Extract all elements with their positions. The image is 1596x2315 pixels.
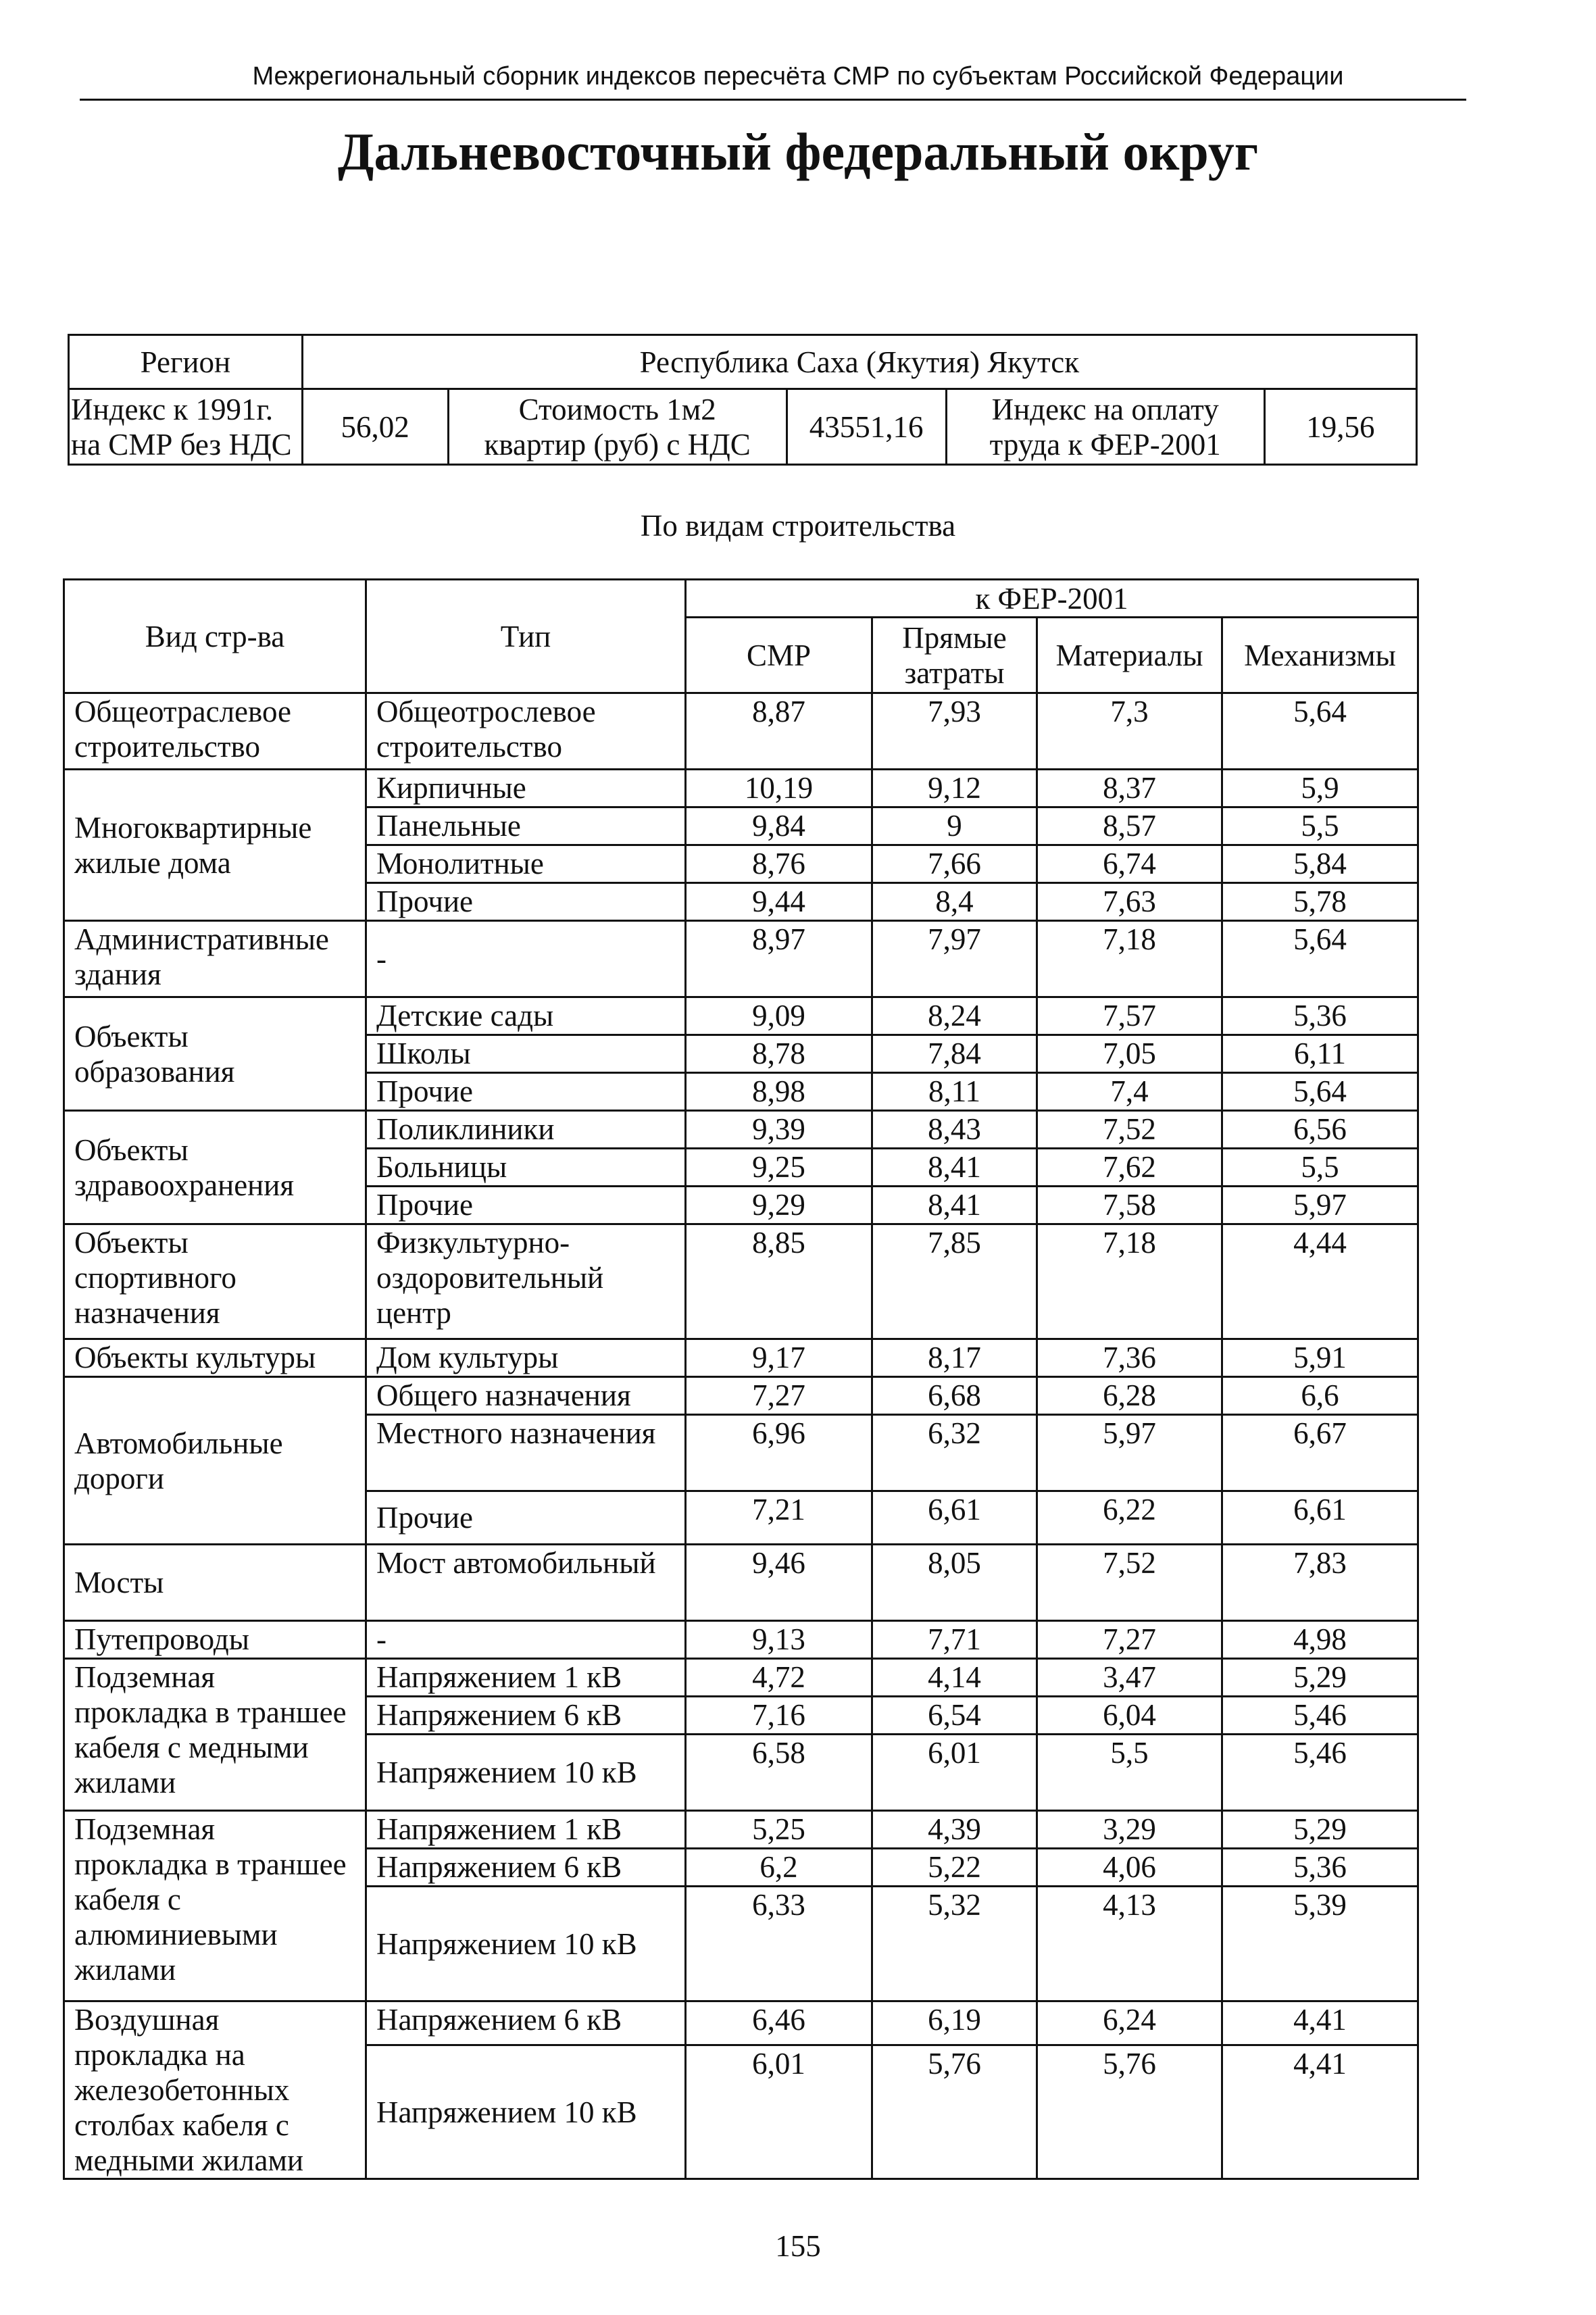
construction-index-table	[63, 578, 1419, 2180]
table-row	[64, 2001, 1418, 2045]
cell-materials: 7,18	[1037, 1224, 1222, 1339]
cell-direct: 6,01	[872, 1735, 1037, 1811]
cell-type: Напряжением 10 кВ	[366, 2045, 686, 2179]
cell-materials: 3,29	[1037, 1811, 1222, 1849]
cell-type: Напряжением 10 кВ	[366, 1735, 686, 1811]
cell-materials: 6,24	[1037, 2001, 1222, 2045]
page-title: Дальневосточный федеральный округ	[337, 122, 1259, 181]
cell-smr: 7,21	[686, 1491, 872, 1545]
cell-materials: 7,57	[1037, 997, 1222, 1035]
cell-machines: 4,98	[1222, 1621, 1418, 1659]
cell-machines: 5,64	[1222, 921, 1418, 997]
cell-direct: 8,4	[872, 883, 1037, 921]
cell-direct: 8,05	[872, 1545, 1037, 1621]
cell-kind: Объекты образования	[64, 997, 366, 1111]
cell-smr: 8,97	[686, 921, 872, 997]
cell-materials: 7,05	[1037, 1035, 1222, 1073]
cell-materials: 5,76	[1037, 2045, 1222, 2179]
wage-index-label-line1: Индекс на оплату	[991, 392, 1219, 426]
cell-materials: 4,06	[1037, 1849, 1222, 1887]
cell-smr: 9,84	[686, 807, 872, 845]
cell-materials: 5,5	[1037, 1735, 1222, 1811]
cell-type: Напряжением 6 кВ	[366, 1849, 686, 1887]
cell-materials: 4,13	[1037, 1887, 1222, 2001]
cell-materials: 6,74	[1037, 845, 1222, 883]
region-table	[68, 334, 1418, 466]
cell-machines: 7,83	[1222, 1545, 1418, 1621]
table-row	[64, 921, 1418, 997]
cell-smr: 6,33	[686, 1887, 872, 2001]
cell-direct: 9	[872, 807, 1037, 845]
cell-direct: 6,54	[872, 1697, 1037, 1735]
cell-direct: 7,66	[872, 845, 1037, 883]
cell-machines: 5,91	[1222, 1339, 1418, 1377]
cell-machines: 5,64	[1222, 1073, 1418, 1111]
cell-machines: 5,5	[1222, 807, 1418, 845]
cell-smr: 6,96	[686, 1415, 872, 1491]
cell-type: Прочие	[366, 1187, 686, 1224]
cost-label	[448, 389, 787, 465]
cell-materials: 3,47	[1037, 1659, 1222, 1697]
cell-type: Напряжением 10 кВ	[366, 1887, 686, 2001]
cell-materials: 6,28	[1037, 1377, 1222, 1415]
table-row	[64, 1659, 1418, 1697]
cost-value: 43551,16	[787, 389, 946, 465]
header-type: Тип	[366, 580, 686, 693]
cell-type: Напряжением 1 кВ	[366, 1811, 686, 1849]
cell-kind: Объекты здравоохранения	[64, 1111, 366, 1224]
cell-type: -	[366, 921, 686, 997]
cell-machines: 6,56	[1222, 1111, 1418, 1149]
cell-materials: 7,4	[1037, 1073, 1222, 1111]
cell-type: Детские сады	[366, 997, 686, 1035]
header-machines: Механизмы	[1222, 618, 1418, 693]
cell-smr: 4,72	[686, 1659, 872, 1697]
cell-direct: 8,11	[872, 1073, 1037, 1111]
cell-machines: 5,29	[1222, 1811, 1418, 1849]
region-label: Регион	[69, 335, 303, 389]
cell-smr: 9,46	[686, 1545, 872, 1621]
cell-direct: 6,19	[872, 2001, 1037, 2045]
cell-direct: 4,39	[872, 1811, 1037, 1849]
cell-smr: 9,13	[686, 1621, 872, 1659]
table-row	[64, 1224, 1418, 1339]
cell-direct: 7,85	[872, 1224, 1037, 1339]
cell-machines: 4,44	[1222, 1224, 1418, 1339]
cell-machines: 5,46	[1222, 1697, 1418, 1735]
cell-materials: 7,18	[1037, 921, 1222, 997]
cell-type: Напряжением 6 кВ	[366, 1697, 686, 1735]
table-row	[64, 1377, 1418, 1415]
cell-smr: 8,85	[686, 1224, 872, 1339]
cell-direct: 6,32	[872, 1415, 1037, 1491]
cell-machines: 5,78	[1222, 883, 1418, 921]
cell-type: Мост автомобильный	[366, 1545, 686, 1621]
cell-materials: 7,58	[1037, 1187, 1222, 1224]
cell-type: Прочие	[366, 1491, 686, 1545]
cell-materials: 7,27	[1037, 1621, 1222, 1659]
cell-type: Прочие	[366, 883, 686, 921]
index-1991-label-line1: Индекс к 1991г.	[71, 392, 274, 426]
cell-type: Напряжением 1 кВ	[366, 1659, 686, 1697]
wage-index-value: 19,56	[1264, 389, 1416, 465]
cell-kind: Подземная прокладка в траншее кабеля с медными жилами	[64, 1659, 366, 1811]
cell-machines: 6,67	[1222, 1415, 1418, 1491]
cell-kind: Автомобильные дороги	[64, 1377, 366, 1545]
cell-kind: Мосты	[64, 1545, 366, 1621]
cell-direct: 7,84	[872, 1035, 1037, 1073]
table-row	[64, 1811, 1418, 1849]
cell-kind: Подземная прокладка в траншее кабеля с алюминиевыми жилами	[64, 1811, 366, 2001]
cell-direct: 6,68	[872, 1377, 1037, 1415]
cell-direct: 8,43	[872, 1111, 1037, 1149]
cell-machines: 4,41	[1222, 2001, 1418, 2045]
cell-materials: 7,36	[1037, 1339, 1222, 1377]
cell-direct: 9,12	[872, 770, 1037, 807]
cell-direct: 7,71	[872, 1621, 1037, 1659]
cell-materials: 7,3	[1037, 693, 1222, 770]
cell-materials: 8,37	[1037, 770, 1222, 807]
section-subtitle: По видам строительства	[640, 509, 956, 543]
cell-smr: 9,17	[686, 1339, 872, 1377]
cell-smr: 6,2	[686, 1849, 872, 1887]
cell-kind: Объекты спортивного назначения	[64, 1224, 366, 1339]
cell-smr: 6,46	[686, 2001, 872, 2045]
cell-direct: 7,97	[872, 921, 1037, 997]
table-row	[64, 1621, 1418, 1659]
cell-smr: 9,09	[686, 997, 872, 1035]
cell-kind: Путепроводы	[64, 1621, 366, 1659]
cell-smr: 8,98	[686, 1073, 872, 1111]
cell-kind: Многоквартирные жилые дома	[64, 770, 366, 921]
index-1991-label-line2: на СМР без НДС	[71, 427, 292, 462]
header-materials: Материалы	[1037, 618, 1222, 693]
cell-materials: 6,22	[1037, 1491, 1222, 1545]
cell-type: Монолитные	[366, 845, 686, 883]
cell-smr: 8,87	[686, 693, 872, 770]
cell-type: Местного назначения	[366, 1415, 686, 1491]
page-number: 155	[775, 2229, 821, 2263]
region-value: Республика Саха (Якутия) Якутск	[302, 335, 1416, 389]
cell-machines: 5,36	[1222, 1849, 1418, 1887]
table-row	[64, 1111, 1418, 1149]
cell-kind: Общеотраслевое строительство	[64, 693, 366, 770]
table-row	[64, 997, 1418, 1035]
cell-materials: 8,57	[1037, 807, 1222, 845]
cell-smr: 7,16	[686, 1697, 872, 1735]
cell-smr: 10,19	[686, 770, 872, 807]
cell-direct: 5,32	[872, 1887, 1037, 2001]
cell-machines: 5,46	[1222, 1735, 1418, 1811]
cell-materials: 6,04	[1037, 1697, 1222, 1735]
header-direct-costs: Прямые затраты	[872, 618, 1037, 693]
cell-smr: 9,44	[686, 883, 872, 921]
cell-materials: 7,52	[1037, 1545, 1222, 1621]
cell-machines: 5,29	[1222, 1659, 1418, 1697]
cell-type: Кирпичные	[366, 770, 686, 807]
header-kind: Вид стр-ва	[64, 580, 366, 693]
cell-type: -	[366, 1621, 686, 1659]
cell-smr: 9,25	[686, 1149, 872, 1187]
cell-smr: 6,01	[686, 2045, 872, 2179]
cell-type: Физкультурно-оздоровительный центр	[366, 1224, 686, 1339]
cell-materials: 5,97	[1037, 1415, 1222, 1491]
index-1991-value: 56,02	[302, 389, 448, 465]
cell-direct: 5,22	[872, 1849, 1037, 1887]
cell-type: Больницы	[366, 1149, 686, 1187]
table-row	[64, 770, 1418, 807]
header-smr: СМР	[686, 618, 872, 693]
table-row	[64, 1545, 1418, 1621]
cell-machines: 5,5	[1222, 1149, 1418, 1187]
cell-direct: 7,93	[872, 693, 1037, 770]
cell-smr: 8,76	[686, 845, 872, 883]
cell-smr: 9,39	[686, 1111, 872, 1149]
cell-materials: 7,62	[1037, 1149, 1222, 1187]
cost-label-line1: Стоимость 1м2	[518, 392, 716, 426]
cell-smr: 8,78	[686, 1035, 872, 1073]
cell-type: Напряжением 6 кВ	[366, 2001, 686, 2045]
cell-smr: 7,27	[686, 1377, 872, 1415]
cell-direct: 6,61	[872, 1491, 1037, 1545]
cell-type: Прочие	[366, 1073, 686, 1111]
header-fer-group: к ФЕР-2001	[686, 580, 1418, 618]
cell-type: Поликлиники	[366, 1111, 686, 1149]
cell-machines: 4,41	[1222, 2045, 1418, 2179]
cell-type: Общего назначения	[366, 1377, 686, 1415]
cell-smr: 5,25	[686, 1811, 872, 1849]
cell-machines: 5,97	[1222, 1187, 1418, 1224]
cell-machines: 5,9	[1222, 770, 1418, 807]
cell-machines: 5,39	[1222, 1887, 1418, 2001]
cell-type: Школы	[366, 1035, 686, 1073]
cell-direct: 8,17	[872, 1339, 1037, 1377]
cell-machines: 6,11	[1222, 1035, 1418, 1073]
wage-index-label-line2: труда к ФЕР-2001	[989, 427, 1221, 462]
cell-type: Общеотрослевое строительство	[366, 693, 686, 770]
cell-direct: 8,24	[872, 997, 1037, 1035]
cell-machines: 6,61	[1222, 1491, 1418, 1545]
cell-type: Дом культуры	[366, 1339, 686, 1377]
cell-kind: Административные здания	[64, 921, 366, 997]
cell-direct: 8,41	[872, 1149, 1037, 1187]
cell-direct: 8,41	[872, 1187, 1037, 1224]
cell-materials: 7,52	[1037, 1111, 1222, 1149]
cell-direct: 4,14	[872, 1659, 1037, 1697]
cell-smr: 9,29	[686, 1187, 872, 1224]
cell-kind: Объекты культуры	[64, 1339, 366, 1377]
cell-materials: 7,63	[1037, 883, 1222, 921]
cell-machines: 5,64	[1222, 693, 1418, 770]
cell-machines: 5,84	[1222, 845, 1418, 883]
cell-machines: 5,36	[1222, 997, 1418, 1035]
cell-smr: 6,58	[686, 1735, 872, 1811]
collection-header: Межрегиональный сборник индексов пересчёта СМР по субъектам Российской Федерации	[252, 62, 1344, 91]
cell-machines: 6,6	[1222, 1377, 1418, 1415]
cell-type: Панельные	[366, 807, 686, 845]
table-row	[64, 1339, 1418, 1377]
header-rule	[80, 99, 1466, 101]
wage-index-label	[946, 389, 1264, 465]
table-row	[64, 693, 1418, 770]
cell-kind: Воздушная прокладка на железобетонных столбах кабеля с медными жилами	[64, 2001, 366, 2179]
index-1991-label	[69, 389, 303, 465]
cell-direct: 5,76	[872, 2045, 1037, 2179]
cost-label-line2: квартир (руб) с НДС	[484, 427, 751, 462]
